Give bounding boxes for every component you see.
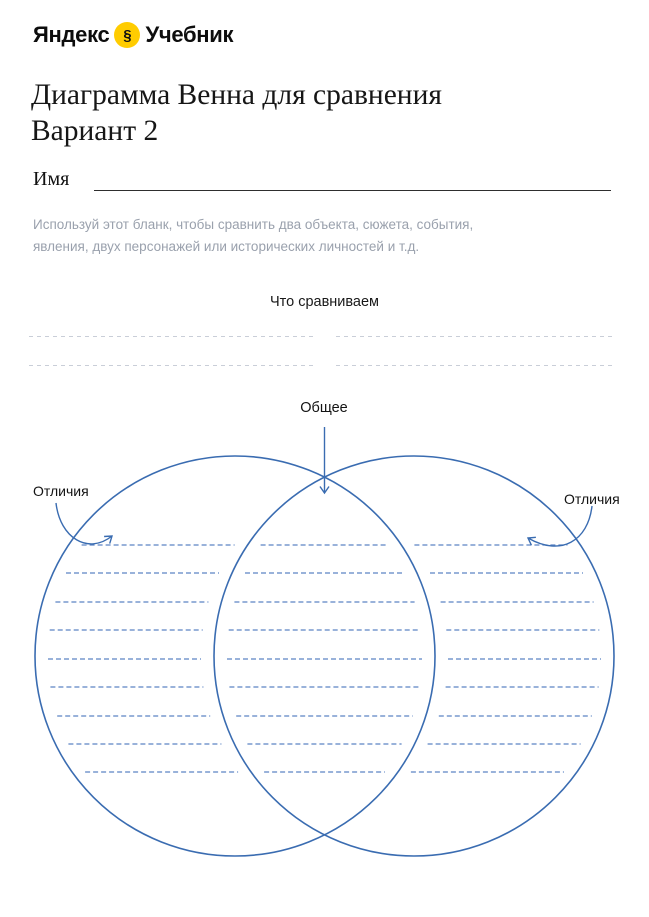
compare-heading: Что сравниваем	[269, 294, 380, 310]
logo-product-text: Учебник	[145, 22, 234, 47]
title-line-1: Диаграмма Венна для сравнения	[31, 79, 442, 111]
left-differences-label: Отличия	[33, 483, 89, 499]
venn-writing-lines	[48, 545, 601, 772]
intro-line-2: явления, двух персонажей или исторических личностей и т.д.	[33, 238, 420, 254]
name-label: Имя	[33, 168, 70, 190]
right-differences-label: Отличия	[564, 491, 620, 507]
venn-left-circle	[35, 456, 435, 856]
left-differences-arrow	[56, 503, 112, 544]
common-label: Общее	[300, 400, 348, 416]
title-line-2: Вариант 2	[31, 115, 159, 147]
paragraph-glyph: §	[123, 26, 132, 44]
venn-right-circle	[214, 456, 614, 856]
right-differences-arrow	[528, 506, 592, 546]
logo-brand-text: Яндекс	[33, 22, 110, 47]
intro-line-1: Используй этот бланк, чтобы сравнить два объекта, сюжета, события,	[33, 217, 474, 232]
